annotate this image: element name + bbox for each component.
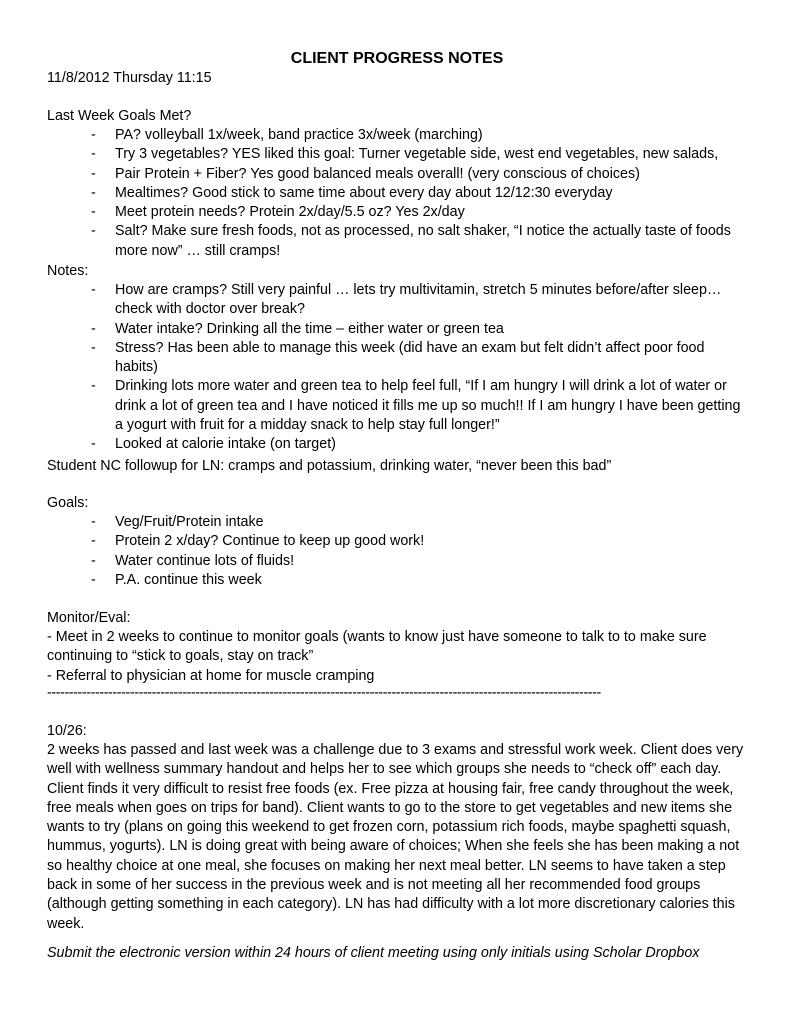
list-item: - Try 3 vegetables? YES liked this goal: Turner vegetable side, west end vegetables, new salads, <box>47 145 747 164</box>
list-item: - Meet protein needs? Protein 2x/day/5.5 oz? Yes 2x/day <box>47 203 747 222</box>
monitor-heading: Monitor/Eval: <box>47 610 131 626</box>
list-item: - Water continue lots of fluids! <box>47 552 747 571</box>
followup-line: Student NC followup for LN: cramps and potassium, drinking water, “never been this bad” <box>47 458 612 474</box>
list-item: - Salt? Make sure fresh foods, not as processed, no salt shaker, “I notice the actually taste of foods more now” … still cramps! <box>47 222 747 261</box>
page-title: CLIENT PROGRESS NOTES <box>290 50 504 67</box>
monitor-line-1: - Meet in 2 weeks to continue to monitor goals (wants to know just have someone to talk to to make sure continuing to “stick to goals, stay on track” <box>47 629 707 665</box>
goals-heading: Goals: <box>47 495 89 511</box>
list-item: - Mealtimes? Good stick to same time about every day about 12/12:30 everyday <box>47 184 747 203</box>
list-item: - Water intake? Drinking all the time – either water or green tea <box>47 320 747 339</box>
notes-heading: Notes: <box>47 263 89 279</box>
list-item: - Drinking lots more water and green tea to help feel full, “If I am hungry I will drink a lot of water or drink a lot of green tea and I have noticed it fills me up so much!! If I am hungry I have been getting a yogurt with fruit for a midday snack to help stay full longer!” <box>47 377 747 435</box>
date-line: 11/8/2012 Thursday 11:15 <box>47 70 212 86</box>
monitor-line-2: - Referral to physician at home for muscle cramping <box>47 668 375 684</box>
separator-line: ------------------------------------------------------------------------------------------------------------------------------- <box>47 685 601 701</box>
second-entry-date: 10/26: <box>47 723 87 739</box>
notes-list <box>47 281 747 455</box>
list-item: - Veg/Fruit/Protein intake <box>47 513 747 532</box>
list-item: - How are cramps? Still very painful … lets try multivitamin, stretch 5 minutes before/after sleep… check with doctor over break? <box>47 281 747 320</box>
list-item: - Pair Protein + Fiber? Yes good balanced meals overall! (very conscious of choices) <box>47 165 747 184</box>
submission-instructions: Submit the electronic version within 24 hours of client meeting using only initials using Scholar Dropbox <box>47 945 700 961</box>
second-entry-body: 2 weeks has passed and last week was a challenge due to 3 exams and stressful work week. Client does very well with wellness summary handout and helps her to see which groups she needs to “check off” each day. Client finds it very difficult to resist free foods (ex. Free pizza at housing fair, free candy throughout the week, free meals when goes on trips for band). Client wants to go to the store to get vegetables and new items she wants to try (plans on going this weekend to get frozen corn, potassium rich foods, maybe spaghetti squash, hummus, yogurts). LN is doing great with being aware of choices; When she feels she has been making a not so healthy choice at one meal, she focuses on making her next meal better. LN seems to have taken a step back in some of her success in the previous week and is not meeting all her recommended food groups (although getting something in each category). LN has had difficulty with a lot more discretionary calories this week. <box>47 742 744 932</box>
list-item: - PA? volleyball 1x/week, band practice 3x/week (marching) <box>47 126 747 145</box>
list-item: - P.A. continue this week <box>47 571 747 590</box>
last-week-list <box>47 126 747 261</box>
last-week-heading: Last Week Goals Met? <box>47 108 192 124</box>
goals-list <box>47 513 747 590</box>
list-item: - Looked at calorie intake (on target) <box>47 435 747 454</box>
list-item: - Stress? Has been able to manage this week (did have an exam but felt didn’t affect poor food habits) <box>47 339 747 378</box>
list-item: - Protein 2 x/day? Continue to keep up good work! <box>47 532 747 551</box>
